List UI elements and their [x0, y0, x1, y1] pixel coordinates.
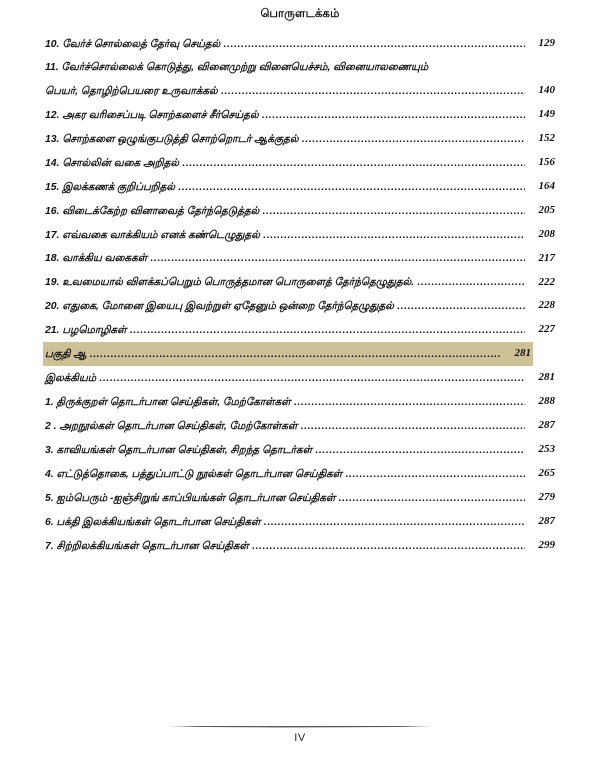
toc-entry[interactable] [45, 56, 555, 79]
toc-entry[interactable] [45, 223, 555, 247]
toc-entry-label: 16. விடைக்கேற்ற வினாவைத் தேர்ந்தெடுத்தல் [45, 205, 260, 217]
toc-entry[interactable] [45, 103, 555, 127]
toc-entry-page-number: 208 [538, 227, 555, 240]
toc-leader-dots [263, 230, 525, 243]
toc-entry[interactable] [45, 199, 555, 223]
toc-entry-label: 7. சிற்றிலக்கியங்கள் தொடர்பான செய்திகள் [45, 540, 249, 552]
toc-entry-page-number: 253 [538, 443, 555, 456]
toc-entry-label: 4. எட்டுத்தொகை, பத்துப்பாட்டு நூல்கள் தொடர்பான செய்திகள் [45, 468, 343, 480]
toc-entry[interactable] [45, 462, 555, 486]
toc-entry-label: 11. வேர்ச்சொல்லைக் கொடுத்து, வினைமுற்று வினையெச்சம், வினையாலணையும் [45, 61, 429, 73]
toc-entry-page-number: 281 [538, 371, 555, 384]
toc-leader-dots [397, 301, 525, 314]
page-number: IV [294, 732, 306, 744]
toc-entry-page-number: 140 [538, 84, 555, 97]
toc-entry[interactable] [43, 342, 533, 366]
toc-leader-dots [223, 39, 525, 52]
toc-entry-page-number: 129 [538, 37, 555, 49]
toc-entry-page-number: 287 [538, 514, 555, 527]
toc-entry-label: இலக்கியம் [45, 373, 97, 385]
toc-entry[interactable] [45, 318, 555, 342]
toc-entry-label: 13. சொற்களை ஒழுங்குபடுத்தி சொற்றொடர் ஆக்குதல் [45, 133, 299, 145]
toc-entry-page-number: 299 [538, 538, 555, 551]
toc-entry-label: 21. பழமொழிகள் [45, 325, 127, 337]
toc-entry-page-number: 281 [514, 347, 531, 360]
toc-leader-dots [221, 86, 525, 99]
toc-entry-label: 1. திருக்குறள் தொடர்பான செய்திகள், மேற்கோள்கள் [45, 397, 291, 409]
toc-entry-page-number: 288 [538, 395, 555, 408]
toc-entry-page-number: 222 [538, 275, 555, 288]
toc-entry-page-number: 228 [538, 299, 555, 312]
toc-leader-dots [315, 445, 525, 458]
toc-entry-label: 12. அகர வரிசைப்படி சொற்களைச் சீர்செய்தல் [45, 109, 259, 121]
toc-entry-label: 6. பக்தி இலக்கியங்கள் தொடர்பான செய்திகள் [45, 516, 261, 528]
toc-entry-page-number: 227 [538, 323, 555, 336]
toc-leader-dots [150, 254, 525, 267]
toc-entry-label: 10. வேர்ச் சொல்லைத் தேர்வு செய்தல் [45, 38, 221, 50]
toc-entry-label: 19. உவமையால் விளக்கப்பெறும் பொருத்தமான பொருளைத் தேர்ந்தெழுதுதல். [45, 277, 415, 289]
toc-leader-dots [130, 325, 525, 338]
toc-entry[interactable] [45, 534, 555, 558]
toc-entry[interactable] [45, 390, 555, 414]
running-head: பொருளடக்கம் [260, 8, 340, 20]
toc-entry[interactable] [45, 175, 555, 199]
toc-entry-page-number: 205 [538, 203, 555, 216]
toc-leader-dots [300, 421, 525, 434]
page-footer [0, 726, 600, 744]
toc-entry-page-number: 279 [538, 490, 555, 503]
toc-leader-dots [294, 397, 525, 410]
toc-entry-label: பகுதி ஆ [45, 349, 87, 361]
toc-leader-dots [99, 373, 525, 386]
toc-entry-label: 18. வாக்கிய வகைகள் [45, 253, 148, 265]
toc-entry[interactable] [45, 271, 555, 295]
toc-leader-dots [417, 277, 525, 290]
toc-entry-page-number: 287 [538, 419, 555, 432]
toc-entry[interactable] [45, 294, 555, 318]
toc-entry-label: 2 . அறநூல்கள் தொடர்பான செய்திகள், மேற்கோள்கள் [45, 421, 298, 432]
toc-entry-page-number: 265 [538, 467, 555, 480]
toc-leader-dots [252, 541, 525, 554]
toc-entry[interactable] [45, 127, 555, 151]
toc-leader-dots [345, 469, 525, 482]
toc-entry-label: 5. ஐம்பெரும் -ஐஞ்சிறுங் காப்பியங்கள் தொடர்பான செய்திகள் [45, 492, 336, 504]
toc-leader-dots [264, 517, 525, 530]
toc-entry[interactable] [45, 151, 555, 175]
toc-entry-label: 20. எதுகை, மோனை இயைபு இவற்றுள் ஏதேனும் ஒன்றை தேர்ந்தெழுதுதல் [45, 301, 394, 313]
toc-entry-page-number: 156 [538, 155, 555, 168]
toc-leader-dots [262, 206, 525, 219]
toc-entry[interactable] [45, 247, 555, 271]
toc-entry-page-number: 149 [538, 107, 555, 120]
toc-entry[interactable] [45, 510, 555, 534]
toc-leader-dots [262, 110, 525, 123]
toc-entry-label: 17. எவ்வகை வாக்கியம் எனக் கண்டெழுதுதல் [45, 229, 260, 241]
toc-leader-dots [182, 158, 525, 171]
toc-entry-label: 14. சொல்லின் வகை அறிதல் [45, 157, 179, 169]
toc-entry[interactable] [45, 414, 555, 438]
toc-leader-dots [338, 493, 525, 506]
toc-leader-dots [89, 349, 501, 362]
toc-entry[interactable] [45, 486, 555, 510]
toc-entry[interactable] [45, 366, 555, 390]
toc-entry[interactable] [45, 79, 555, 103]
toc-entry[interactable] [45, 438, 555, 462]
toc-leader-dots [178, 182, 525, 195]
footer-divider-shadow [205, 726, 395, 728]
toc-entry-label: பெயர், தொழிற்பெயரை உருவாக்கல் [45, 85, 218, 97]
toc-entry-page-number: 164 [538, 179, 555, 192]
toc-entry-label: 3. காவியங்கள் தொடர்பான செய்திகள், சிறந்த தொடர்கள் [45, 444, 313, 456]
toc-entry[interactable] [45, 32, 555, 56]
toc-entry-label: 15. இலக்கணக் குறிப்பறிதல் [45, 181, 176, 193]
toc-entry-page-number: 217 [538, 251, 555, 264]
toc-leader-dots [302, 134, 525, 147]
table-of-contents-list [45, 32, 555, 558]
toc-entry-page-number: 152 [538, 131, 555, 144]
